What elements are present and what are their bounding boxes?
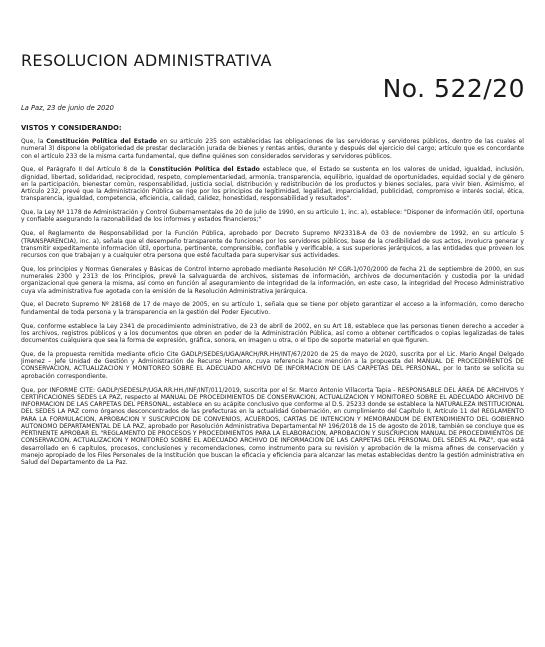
paragraph: Que, la Ley Nº 1178 de Administración y Control Gubernamentales de 20 de julio de 1990, en su artículo 1, inc. a), establece: "Disponer de información útil, oportuna y confiable asegurando la razonabilidad de los informes y estados financieros;" bbox=[21, 209, 524, 224]
paragraph: Que, el Parágrafo II del Artículo 8 de la Constitución Política del Estado establece que, el Estado se sustenta en los valores de unidad, igualdad, inclusión, dignidad, libertad, solidaridad, reciprocidad, respeto, complementariedad, armonía, transparencia, equilibrio, igualdad de oportunidades, equidad social y de género en la participación, bienestar común, responsabilidad, justicia social, distribución y redistribución de los productos y bienes sociales, para vivir bien. Asimismo, el Artículo 232, prevé que la Administración Pública se rige por los principios de legitimidad, legalidad, imparcialidad, publicidad, compromiso e interés social, ética, transparencia, igualdad, competencia, eficiencia, calidad, calidez, honestidad, responsabilidad y resultados". bbox=[21, 166, 524, 203]
paragraph: Que, los principios y Normas Generales y Básicas de Control Interno aprobado mediante Resolución Nº CGR-1/070/2000 de fecha 21 de septiembre de 2000, en sus numerales 2300 y 2313 de los Principios, prevé la salvaguarda de archivos, sistemas de información, archivos de documentación y custodia por la unidad organizacional que genera la misma, así como en función al aseguramiento de integridad de la información, en este caso, la integridad del Proceso Administrativo cuya vía administrativa fue agotada con la emisión de la Resolución Administrativa Jerárquica. bbox=[21, 265, 524, 295]
paragraph: Que, por INFORME CITE: GADLP/SEDESLP/UGA.RR.HH./INF/INT/011/2019, suscrita por el Sr. Marco Antonio Villacorta Tapia - RESPONSABLE DEL ÁREA DE ARCHIVOS Y CERTIFICACIONES SEDES LA PAZ, respecto al MANUAL DE PROCEDIMIENTOS DE CONSERVACION, ACTUALIZACION Y MONITOREO SOBRE EL ADECUADO ARCHIVO DE INFORMACION DE LAS CARPETAS DEL PERSONAL, establece en su acápite conclusivo que conforme al D.S. 25233 donde se establece la NATURALEZA INSTITUCIONAL DEL SEDES LA PAZ como órganos desconcentrados de las prefecturas en la actualidad Gobernación, en cumplimiento del Capítulo II, Artículo 11 del REGLAMENTO PARA LA FORMULACION, APROBACION Y SUSCRIPCION DE CONVENIOS, ACUERDOS, CARTAS DE INTENCION Y MEMORANDUM DE ENTENDIMIENTO DEL GOBIERNO AUTONOMO DEPARTAMENTAL DE LA PAZ, aprobado por Resolución Administrativa Departamental Nº 196/2018 de 15 de agosto de 2018, también se concluye que es PERTINENTE APROBAR EL "REGLAMENTO DE PROCESOS Y PROCEDIMIENTOS PARA LA ELABORACION, APROBACION Y SUSCRIPCION MANUAL DE PROCEDIMIENTOS DE CONSERVACION, ACTUALIZACION Y MONITOREO SOBRE EL ADECUADO ARCHIVO DE INFORMACION DE LAS CARPETAS DEL PERSONAL DEL SEDES AL PAZ", que está desarrollado en 6 capítulos, procesos, conclusiones y recomendaciones, como instrumento para su revisión y aprobación de la misma afines de conservación y manejo apropiado de los Files Personales de la Institución que buscan la eficacia y eficiencia para alcanzar las metas establecidas dentro la gestión administrativa en Salud del Departamento de La Paz. bbox=[21, 386, 524, 466]
paragraph: Que, el Decreto Supremo Nº 28168 de 17 de mayo de 2005, en su artículo 1, señala que se tiene por objeto garantizar el acceso a la información, como derecho fundamental de toda persona y la transparencia en la gestión del Poder Ejecutivo. bbox=[21, 301, 524, 316]
document-body bbox=[21, 138, 524, 473]
resolution-number: No. 522/20 bbox=[382, 74, 525, 103]
paragraph: Que, conforme establece la Ley 2341 de procedimiento administrativo, de 23 de abril de 2002, en su Art 18, establece que las personas tienen derecho a acceder a los archivos, registros públicos y a los documentos que obren en poder de la Administración Pública, así como a obtener certificados o copias legalizadas de tales documentos cualquiera que sea la forma de expresión, gráfica, sonora, en imagen u otra, o el tipo de soporte material en que figuren. bbox=[21, 322, 524, 345]
document-title: RESOLUCION ADMINISTRATIVA bbox=[21, 51, 272, 70]
paragraph: Que, de la propuesta remitida mediante oficio Cite GADLP/SEDES/UGA/ARCH/RR.HH/INT/67/2020 de 25 de mayo de 2020, suscrita por el Lic. Mario Angel Delgado Jimenez – Jefe Unidad de Gestión y Administración de Recurso Humano, cuya referencia hace mención a la propuesta del MANUAL DE PROCEDIMIENTOS DE CONSERVACION, ACTUALIZACION Y MONITOREO SOBRE EL ADECUADO ARCHIVO DE INFORMACION DE LAS CARPETAS DEL PERSONAL, por lo tanto se solicita su aprobación correspondiente. bbox=[21, 350, 524, 380]
paragraph: Que, la Constitución Política del Estado en su artículo 235 son establecidas las obligaciones de las servidoras y servidores públicos, dentro de las cuales el numeral 3) dispone la obligatoriedad de prestar declaración jurada de bienes y rentas antes, durante y después del ejercicio del cargo; artículo que es concordante con el artículo 233 de la misma carta fundamental, que define quiénes son considerados servidoras y servidores públicos. bbox=[21, 138, 524, 160]
section-heading: VISTOS Y CONSIDERANDO: bbox=[21, 124, 122, 132]
paragraph: Que, el Reglamento de Responsabilidad por la Función Pública, aprobado por Decreto Supremo Nº23318-A de 03 de noviembre de 1992, en su artículo 5 (TRANSPARENCIA), inc. a), señala que el desempeño transparente de funciones por los servidores públicos, base de la credibilidad de sus actos, involucra generar y transmitir expeditamente información útil, oportuna, pertinente, comprensible, confiable y verificable, a sus superiores jerárquicos, a las entidades que proveen los recursos con que trabajan y a cualquier otra persona que esté facultada para supervisar sus actividades. bbox=[21, 230, 524, 260]
document-date: La Paz, 23 de junio de 2020 bbox=[21, 104, 114, 112]
